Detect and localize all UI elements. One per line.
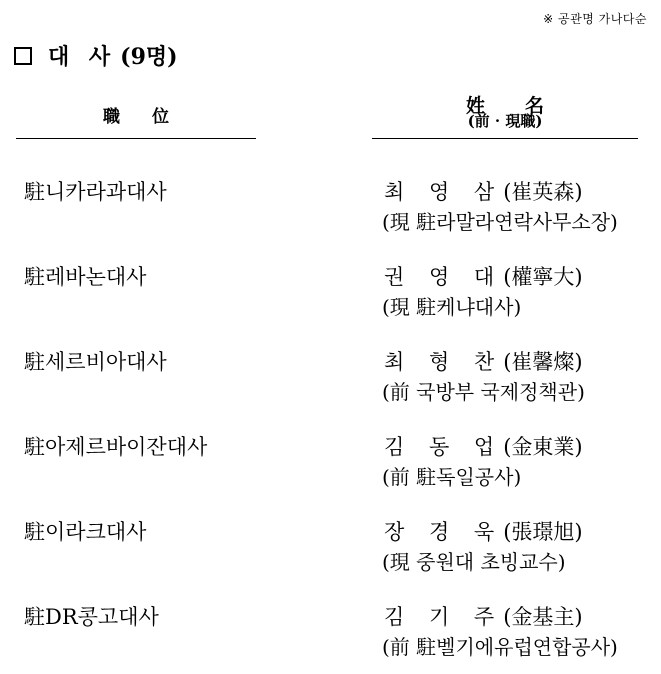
column-header-position [16, 106, 256, 128]
ambassador-post: 駐이라크대사 [24, 520, 147, 544]
section-count: (9명) [120, 44, 178, 70]
name-hanja: (金東業) [503, 435, 583, 459]
ambassador-career: (現 駐라말라연락사무소장) [382, 210, 618, 234]
name-hangul: 권 영 대 [384, 265, 504, 289]
ambassador-post: 駐DR콩고대사 [24, 605, 159, 629]
ambassador-career: (現 駐케냐대사) [382, 295, 522, 319]
column-header-name [372, 96, 638, 130]
name-hangul: 장 경 욱 [384, 520, 504, 544]
checkbox-square-icon [14, 47, 32, 65]
ambassador-name [384, 176, 583, 206]
name-hanja: (崔馨燦) [503, 350, 583, 374]
section-title [14, 40, 178, 71]
name-hanja: (崔英森) [503, 180, 583, 204]
section-title-text: 대 사 [48, 44, 117, 70]
ambassador-post: 駐니카라과대사 [24, 180, 167, 204]
ambassador-post: 駐레바논대사 [24, 265, 147, 289]
ambassador-name [384, 516, 583, 546]
name-hangul: 김 기 주 [384, 605, 504, 629]
ambassador-name [384, 601, 583, 631]
name-hanja: (金基主) [503, 605, 583, 629]
ambassador-name [384, 346, 583, 376]
name-hanja: (權寧大) [503, 265, 583, 289]
column-header-position-label: 職位 [103, 107, 201, 127]
column-header-position-rule [16, 138, 256, 139]
ambassador-career: (前 駐벨기에유럽연합공사) [382, 635, 618, 659]
ambassador-post: 駐아제르바이잔대사 [24, 435, 208, 459]
column-header-name-label: 姓名 [465, 95, 584, 117]
name-hangul: 최 영 삼 [384, 180, 504, 204]
ambassador-career: (前 국방부 국제정책관) [382, 380, 585, 404]
ambassador-career: (現 중원대 초빙교수) [382, 550, 566, 574]
column-header-name-sub: (前 · 現職) [467, 112, 543, 130]
ambassador-post: 駐세르비아대사 [24, 350, 167, 374]
column-header-name-rule [372, 138, 638, 139]
ambassador-name [384, 261, 583, 291]
sort-order-note: ※ 공관명 가나다순 [543, 12, 647, 26]
ambassador-career: (前 駐독일공사) [382, 465, 522, 489]
name-hangul: 김 동 업 [384, 435, 504, 459]
name-hangul: 최 형 찬 [384, 350, 504, 374]
name-hanja: (張璟旭) [503, 520, 583, 544]
ambassador-name [384, 431, 583, 461]
